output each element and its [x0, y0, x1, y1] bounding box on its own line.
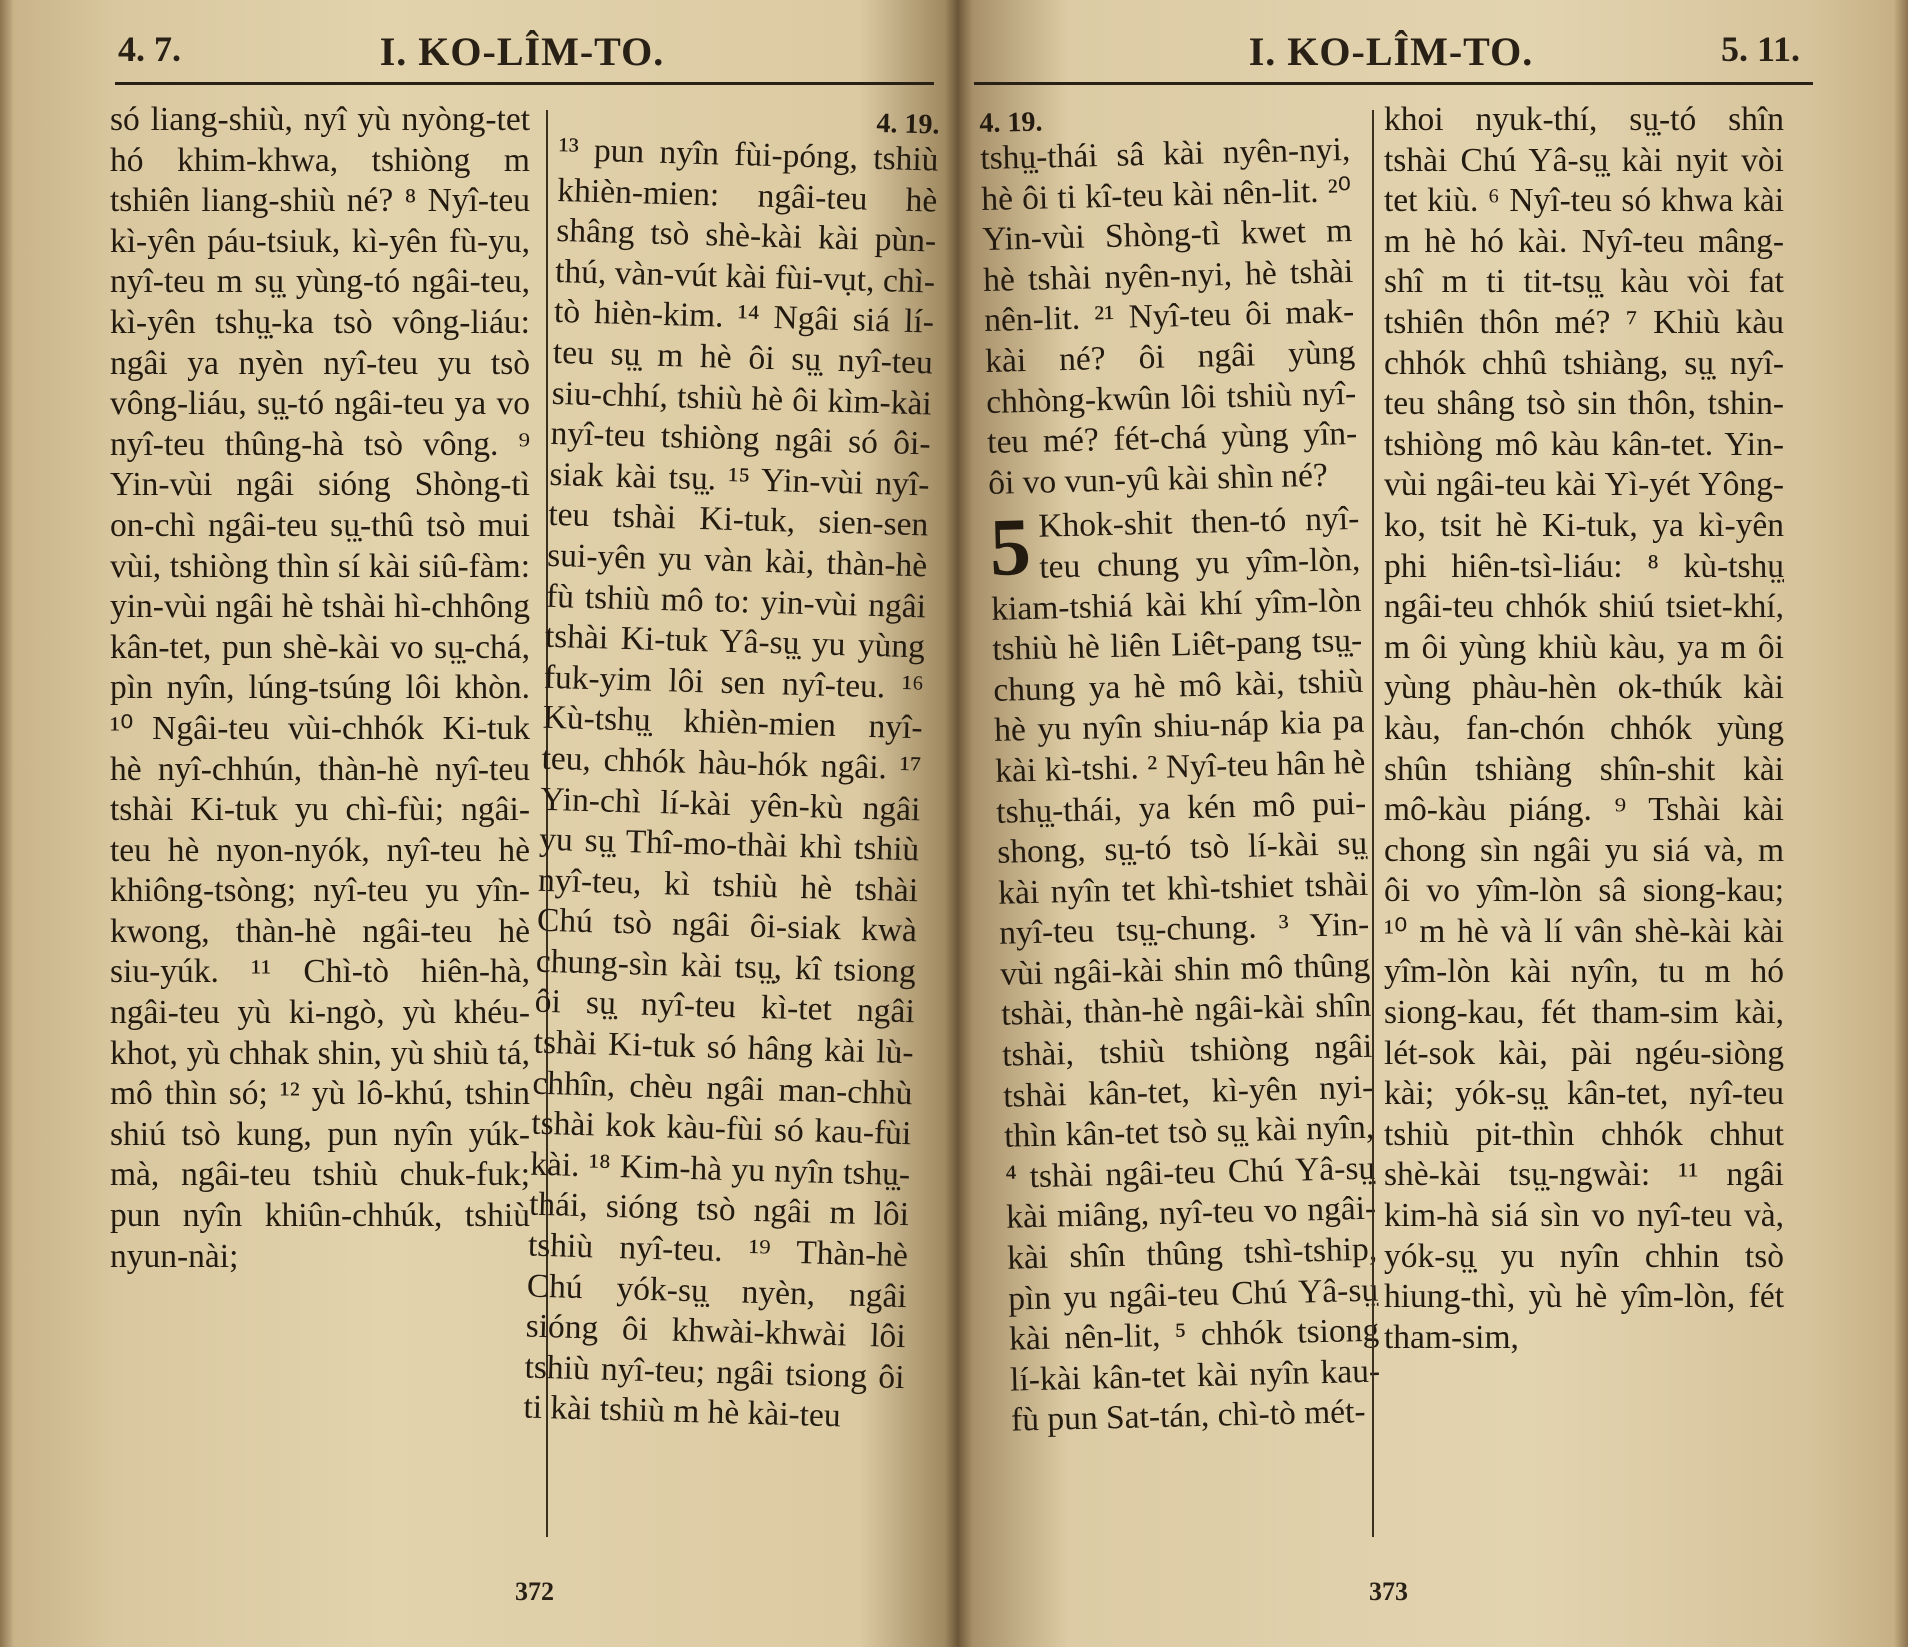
page-number: 372 [515, 1577, 554, 1606]
page-header [110, 28, 934, 78]
column-ref: 4. 19. [876, 107, 940, 141]
column-ref: 4. 19. [979, 106, 1043, 140]
chapter-number: 5 [988, 501, 1032, 594]
running-title: I. KO-LÎM-TO. [379, 29, 665, 74]
header-rule [974, 82, 1813, 85]
page-edge [0, 0, 14, 1647]
column-text: só liang-shiù, nyî yù nyòng-tet hó khim-khwa, tshiòng m tshiên liang-shiù né? ⁸ Nyî-teu kì-yên páu-tsiuk, kì-yên fù-yu, nyî-teu m sṳ̣ yùng-tó ngâi-teu, kì-yên tshṳ̣-ka tsò vông-liáu: ngâi ya nyèn nyî-teu yu tsò vông-liáu, sṳ̣-tó ngâi-teu ya vo nyî-teu thûng-hà tsò vông. ⁹ Yin-vùi ngâi sióng Shòng-tì on-chì ngâi-teu sṳ̣-thû tsò mui vùi, tshiòng thìn sí kài siû-fàm: yin-vùi ngâi hè tshài hì-chhông kân-tet, pun shè-kài vo sṳ̣-chá, pìn nyîn, lúng-tsúng lôi khòn. ¹⁰ Ngâi-teu vùi-chhók Ki-tuk hè nyî-chhún, thàn-hè nyî-teu tshài Ki-tuk yu chì-fùi; ngâi-teu hè nyon-nyók, nyî-teu hè khiông-tsòng; nyî-teu yu yîn-kwong, thàn-hè ngâi-teu hè siu-yúk. ¹¹ Chì-tò hiên-hà, ngâi-teu yù ki-ngò, yù khéu-khot, yù chhak shin, yù shiù tá, mô thìn só; ¹² yù lô-khú, tshin shiú tsò kung, pun nyîn yúk-mà, ngâi-teu tshiù chuk-fuk; pun nyîn khiûn-chhúk, tshiù nyun-nài; [110, 101, 530, 1275]
text-column-1 [110, 100, 530, 1547]
column-text: tshṳ̣-thái sâ kài nyên-nyi, hè ôi ti kî-teu kài nên-lit. ²⁰ Yin-vùi Shòng-tì kwet m hè tshài nyên-nyi, hè tshài nên-lit. ²¹ Nyî-teu ôi mak-kài né? ôi ngâi yùng chhòng-kwûn lôi tshiù nyî-teu mé? fét-chá yùng yîn-ôi vo vun-yû kài shìn né? [979, 130, 1358, 502]
text-column-2 [520, 100, 940, 1557]
column-text: ¹³ pun nyîn fùi-póng, tshiù khièn-mien: ngâi-teu hè shâng tsò shè-kài kài pùn-thú, vàn-vút kài fùi-vụt, chì-tò hièn-kim. ¹⁴ Ngâi siá lí-teu sṳ̣ m hè ôi sṳ̣ nyî-teu siu-chhí, tshiù hè ôi kìm-kài nyî-teu tshiòng ngâi só ôi-siak kài tsṳ̣. ¹⁵ Yin-vùi nyî-teu tshài Ki-tuk, sien-sen sui-yên yu vàn kài, thàn-hè fù tshiù mô to: yin-vùi ngâi tshài Ki-tuk Yâ-sṳ̣ yu yùng fuk-yim lôi sen nyî-teu. ¹⁶ Kù-tshṳ̣ khièn-mien nyî-teu, chhók hàu-hók ngâi. ¹⁷ Yin-chì lí-kài yên-kù ngâi yu sṳ̣ Thî-mo-thài khì tshiù nyî-teu, kì tshiù hè tshài Chú tsò ngâi ôi-siak kwà chung-sìn kài tsṳ̣, kî tsiong ôi sṳ̣ nyî-teu kì-tet ngâi tshài Ki-tuk só hâng kài lù-chhîn, chèu ngâi man-chhù tshài kok kàu-fùi só kau-fùi kài. ¹⁸ Kim-hà yu nyîn tshṳ̣-thái, sióng tsò ngâi m lôi tshiù nyî-teu. ¹⁹ Thàn-hè Chú yók-sṳ̣ nyèn, ngâi sióng ôi khwài-khwài lôi tshiù nyî-teu; ngâi tsiong ôi ti kài tshiù m hè kài-teu [522, 130, 939, 1435]
chapter-paragraph [989, 499, 1382, 1441]
chapter-verse-ref: 4. 7. [118, 29, 181, 69]
column-text: Khok-shit then-tó nyî-teu chung yu yîm-lòn, kiam-tshiá kài khí yîm-lòn tshiù hè liên Liêt-pang tsṳ̣-chung ya hè mô kài, tshiù hè yu nyîn shiu-náp kia pa kài kì-tshi. ² Nyî-teu hân hè tshṳ̣-thái, ya kén mô pui-shong, sṳ̣-tó tsò lí-kài sṳ̣ kài nyîn tet khì-tshiet tshài nyî-teu tsṳ̣-chung. ³ Yin-vùi ngâi-kài shin mô thûng tshài, thàn-hè ngâi-kài shîn tshài, tshiù tshiòng ngâi tshài kân-tet, kì-yên nyi-thìn kân-tet tsò sṳ̣ kài nyîn, ⁴ tshài ngâi-teu Chú Yâ-sṳ̣ kài miâng, nyî-teu vo ngâi-kài shîn thûng tshì-tship, pìn yu ngâi-teu Chú Yâ-sṳ̣ kài nên-lit, ⁵ chhók tsiong lí-kài kân-tet kài nyîn kau-fù pun Sat-tán, chì-tò mét- [990, 500, 1381, 1440]
header-rule [115, 82, 934, 85]
text-column-1 [979, 100, 1384, 1556]
running-title: I. KO-LÎM-TO. [1248, 29, 1534, 74]
chapter-verse-ref: 5. 11. [1720, 29, 1800, 69]
column-text: khoi nyuk-thí, sṳ̣-tó shîn tshài Chú Yâ-sṳ̣ kài nyit vòi tet kiù. ⁶ Nyî-teu só khwa kài m hè hó kài. Nyî-teu mâng-shî m ti tit-tsṳ̣ kàu vòi fat tshiên thôn mé? ⁷ Khiù kàu chhók chhû tshiàng, sṳ̣ nyî-teu shâng tsò sin thôn, tshin-tshiòng mô kàu kân-tet. Yin-vùi ngâi-teu kài Yì-yét Yông-ko, tsit hè Ki-tuk, ya kì-yên phi hiên-tsì-liáu: ⁸ kù-tshṳ̣ ngâi-teu chhók shiú tsiet-khí, m ôi yùng khiù kàu, ya m ôi yùng phàu-hèn ok-thúk kài kàu, fan-chón chhók yùng shûn tshiàng shîn-shit kài mô-kàu piáng. ⁹ Tshài kài chong sìn ngâi yu siá và, m ôi vo yîm-lòn sâ siong-kau; ¹⁰ m hè và lí vân shè-kài kài yîm-lòn kài nyîn, tu m hó siong-kau, fét tham-sim kài, lét-sok kài, pài ngéu-siòng kài; yók-sṳ̣ kân-tet, nyî-teu tshiù pit-thìn chhók chhut shè-kài tsṳ̣-ngwài: ¹¹ ngâi kim-hà siá sìn vo nyî-teu và, yók-sṳ̣ yu nyîn chhin tsò hiung-thì, yù hè yîm-lòn, fét tham-sim, [1384, 101, 1784, 1356]
page-number: 373 [1369, 1577, 1408, 1606]
right-page [954, 0, 1908, 1647]
page-edge [1894, 0, 1908, 1647]
page-header [974, 28, 1808, 78]
column-divider [1372, 110, 1374, 1537]
text-column-2 [1384, 100, 1784, 1547]
